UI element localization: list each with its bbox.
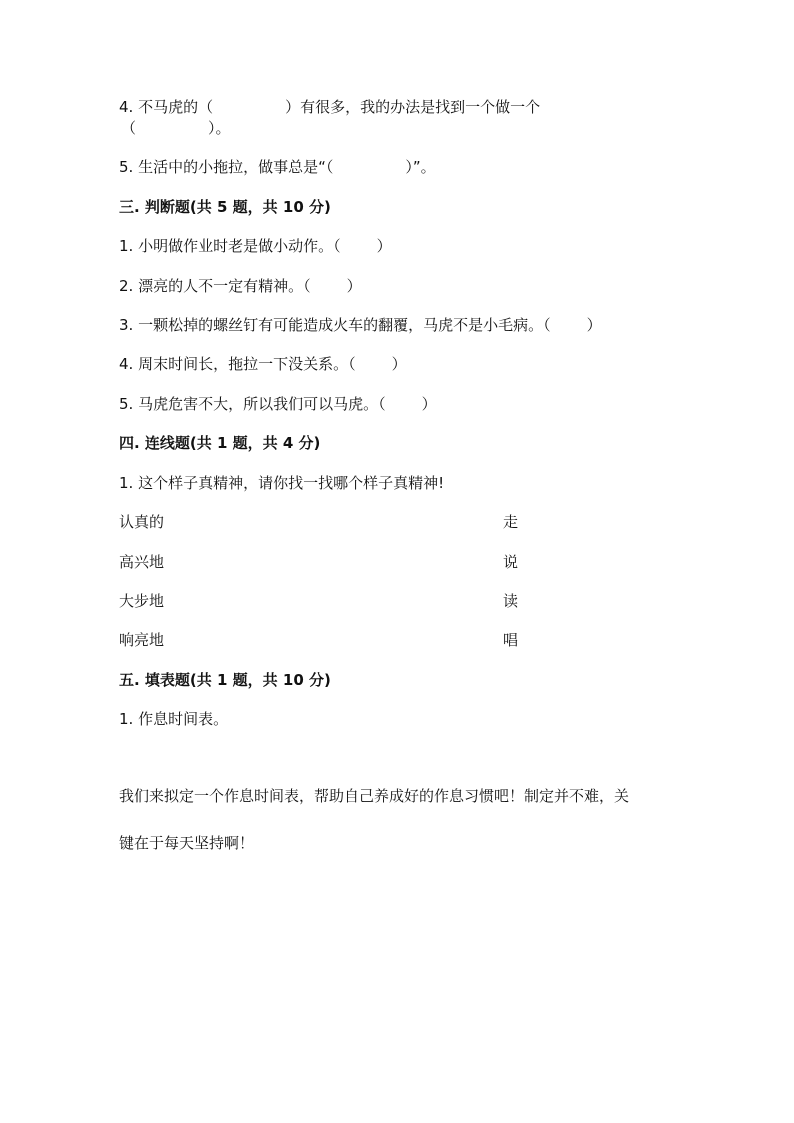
judge-item-4: 4. 周末时间长，拖拉一下没关系。（ ） (119, 355, 407, 373)
matching-right-item: 读 (503, 592, 519, 610)
matching-left-item: 大步地 (119, 592, 165, 610)
fill-question-4-close: ）。 (208, 119, 231, 137)
fill-question-4-prefix: 4. 不马虎的（ (119, 98, 214, 116)
fill-question-5 (119, 157, 436, 177)
fill-question-5-suffix: ）”。 (405, 158, 436, 176)
judge-item-1: 1. 小明做作业时老是做小动作。（ ） (119, 237, 392, 255)
fill-question-5-prefix: 5. 生活中的小拖拉，做事总是“（ (119, 158, 334, 176)
matching-right-item: 唱 (503, 631, 519, 649)
fill-question-4-open: （ (121, 119, 137, 137)
matching-right-item: 说 (503, 553, 519, 571)
section-heading-matching: 四. 连线题(共 1 题，共 4 分) (119, 434, 321, 452)
matching-right-item: 走 (503, 513, 519, 531)
judge-item-2: 2. 漂亮的人不一定有精神。（ ） (119, 277, 362, 295)
fill-question-4-line2 (121, 118, 231, 138)
judge-item-5: 5. 马虎危害不大，所以我们可以马虎。（ ） (119, 395, 437, 413)
fill-question-4-middle: ）有很多，我的办法是找到一个做一个 (285, 98, 541, 116)
paragraph-line-1: 我们来拟定一个作息时间表，帮助自己养成好的作息习惯吧！制定并不难，关 (119, 787, 630, 805)
matching-question: 1. 这个样子真精神，请你找一找哪个样子真精神! (119, 474, 445, 492)
matching-left-item: 高兴地 (119, 553, 165, 571)
matching-left-item: 响亮地 (119, 631, 165, 649)
table-question: 1. 作息时间表。 (119, 710, 229, 728)
section-heading-table: 五. 填表题(共 1 题，共 10 分) (119, 671, 331, 689)
judge-item-3: 3. 一颗松掉的螺丝钉有可能造成火车的翻覆，马虎不是小毛病。（ ） (119, 316, 602, 334)
paragraph-line-2: 键在于每天坚持啊！ (119, 834, 255, 852)
matching-left-item: 认真的 (119, 513, 165, 531)
section-heading-judge: 三. 判断题(共 5 题，共 10 分) (119, 198, 331, 216)
fill-question-4-line1 (119, 97, 540, 117)
